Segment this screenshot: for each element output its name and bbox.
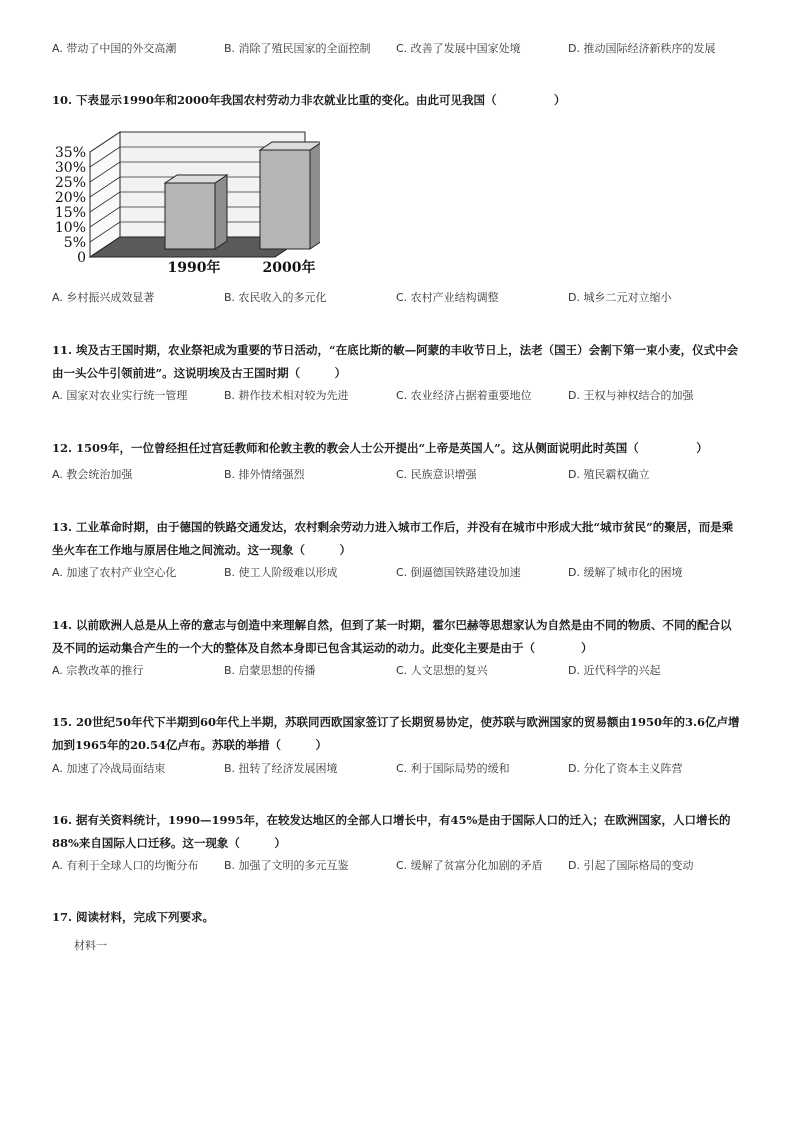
chart-bar-side xyxy=(310,142,320,249)
q14-option-d[interactable]: D. 近代科学的兴起 xyxy=(568,664,661,677)
q17-stem-text: 17. 阅读材料，完成下列要求。 xyxy=(52,910,215,924)
q16-option-a[interactable]: A. 有利于全球人口的均衡分布 xyxy=(52,859,199,872)
chart-xtick-label: 2000年 xyxy=(262,260,316,276)
q13-option-b[interactable]: B. 使工人阶级难以形成 xyxy=(224,566,338,579)
q9-option-d[interactable]: D. 推动国际经济新秩序的发展 xyxy=(568,42,716,55)
q12-stem-text: 12. 1509年，一位曾经担任过宫廷教师和伦敦主教的教会人士公开提出“上帝是英国人”。这从侧面说明此时英国（ ） xyxy=(52,441,708,455)
q15-option-c[interactable]: C. 利于国际局势的缓和 xyxy=(396,762,510,775)
q11-option-d[interactable]: D. 王权与神权结合的加强 xyxy=(568,389,694,402)
q14-stem xyxy=(52,614,742,660)
q9-option-c[interactable]: C. 改善了发展中国家处境 xyxy=(396,42,521,55)
q12-option-d[interactable]: D. 殖民霸权确立 xyxy=(568,468,650,481)
labor-bar-chart xyxy=(50,120,320,280)
q11-option-a[interactable]: A. 国家对农业实行统一管理 xyxy=(52,389,188,402)
q10-option-c[interactable]: C. 农村产业结构调整 xyxy=(396,291,499,304)
q13-stem xyxy=(52,516,742,562)
chart-bar xyxy=(260,150,310,249)
q11-stem-text: 11. 埃及古王国时期，农业祭祀成为重要的节日活动，“在底比斯的敏—阿蒙的丰收节日上，法老（国王）会割下第一束小麦，仪式中会由一头公牛引领前进”。这说明埃及古王国时期（ ） xyxy=(52,343,739,380)
q16-stem xyxy=(52,809,742,855)
q15-option-d[interactable]: D. 分化了资本主义阵营 xyxy=(568,762,683,775)
q11-option-b[interactable]: B. 耕作技术相对较为先进 xyxy=(224,389,349,402)
q16-option-d[interactable]: D. 引起了国际格局的变动 xyxy=(568,859,694,872)
q10-option-b[interactable]: B. 农民收入的多元化 xyxy=(224,291,327,304)
q15-stem xyxy=(52,711,742,757)
q17-stem xyxy=(52,906,742,929)
q16-stem-text: 16. 据有关资料统计，1990—1995年，在较发达地区的全部人口增长中，有45%是由于国际人口的迁入；在欧洲国家，人口增长的88%来自国际人口迁移。这一现象（ ） xyxy=(52,813,731,850)
q11-stem xyxy=(52,339,742,385)
chart-side-wall xyxy=(90,132,120,257)
q11-option-c[interactable]: C. 农业经济占据着重要地位 xyxy=(396,389,532,402)
chart-bar xyxy=(165,183,215,249)
q15-stem-text: 15. 20世纪50年代下半期到60年代上半期，苏联同西欧国家签订了长期贸易协定，使苏联与欧洲国家的贸易额由1950年的3.6亿卢增加到1965年的20.54亿卢布。苏联的举措（ ） xyxy=(52,715,740,752)
chart-ytick-label: 15% xyxy=(54,205,86,221)
q10-option-a[interactable]: A. 乡村振兴成效显著 xyxy=(52,291,155,304)
q16-option-b[interactable]: B. 加强了文明的多元互鉴 xyxy=(224,859,349,872)
q10-option-d[interactable]: D. 城乡二元对立缩小 xyxy=(568,291,672,304)
q12-option-c[interactable]: C. 民族意识增强 xyxy=(396,468,477,481)
chart-ytick-label: 20% xyxy=(54,190,86,206)
q14-option-b[interactable]: B. 启蒙思想的传播 xyxy=(224,664,316,677)
chart-bar-top xyxy=(165,175,227,183)
chart-ytick-label: 0 xyxy=(77,250,86,266)
q12-option-b[interactable]: B. 排外情绪强烈 xyxy=(224,468,305,481)
q15-option-a[interactable]: A. 加速了冷战局面结束 xyxy=(52,762,166,775)
q9-option-a[interactable]: A. 带动了中国的外交高潮 xyxy=(52,42,177,55)
chart-ytick-label: 35% xyxy=(54,145,86,161)
q12-option-a[interactable]: A. 教会统治加强 xyxy=(52,468,133,481)
chart-ytick-label: 30% xyxy=(54,160,86,176)
q14-stem-text: 14. 以前欧洲人总是从上帝的意志与创造中来理解自然，但到了某一时期，霍尔巴赫等思想家认为自然是由不同的物质、不同的配合以及不同的运动集合产生的一个大的整体及自然本身即已包含其运动的动力。此变化主要是由于（ ） xyxy=(52,618,732,655)
material-one-label: 材料一 xyxy=(74,939,107,952)
chart-ytick-label: 25% xyxy=(54,175,86,191)
q14-option-a[interactable]: A. 宗教改革的推行 xyxy=(52,664,144,677)
q13-option-d[interactable]: D. 缓解了城市化的困境 xyxy=(568,566,683,579)
q13-option-a[interactable]: A. 加速了农村产业空心化 xyxy=(52,566,177,579)
q9-option-b[interactable]: B. 消除了殖民国家的全面控制 xyxy=(224,42,371,55)
q13-option-c[interactable]: C. 倒逼德国铁路建设加速 xyxy=(396,566,521,579)
q10-stem-text: 10. 下表显示1990年和2000年我国农村劳动力非农就业比重的变化。由此可见我国（ ） xyxy=(52,93,566,107)
chart-bar-side xyxy=(215,175,227,249)
q14-option-c[interactable]: C. 人文思想的复兴 xyxy=(396,664,488,677)
q10-stem xyxy=(52,89,742,112)
q15-option-b[interactable]: B. 扭转了经济发展困境 xyxy=(224,762,338,775)
chart-ytick-label: 5% xyxy=(63,235,86,251)
chart-xtick-label: 1990年 xyxy=(167,260,221,276)
chart-ytick-label: 10% xyxy=(54,220,86,236)
q16-option-c[interactable]: C. 缓解了贫富分化加剧的矛盾 xyxy=(396,859,543,872)
q12-stem xyxy=(52,437,742,460)
q13-stem-text: 13. 工业革命时期，由于德国的铁路交通发达，农村剩余劳动力进入城市工作后，并没有在城市中形成大批“城市贫民”的聚居，而是乘坐火车在工作地与原居住地之间流动。这一现象（ ） xyxy=(52,520,734,557)
